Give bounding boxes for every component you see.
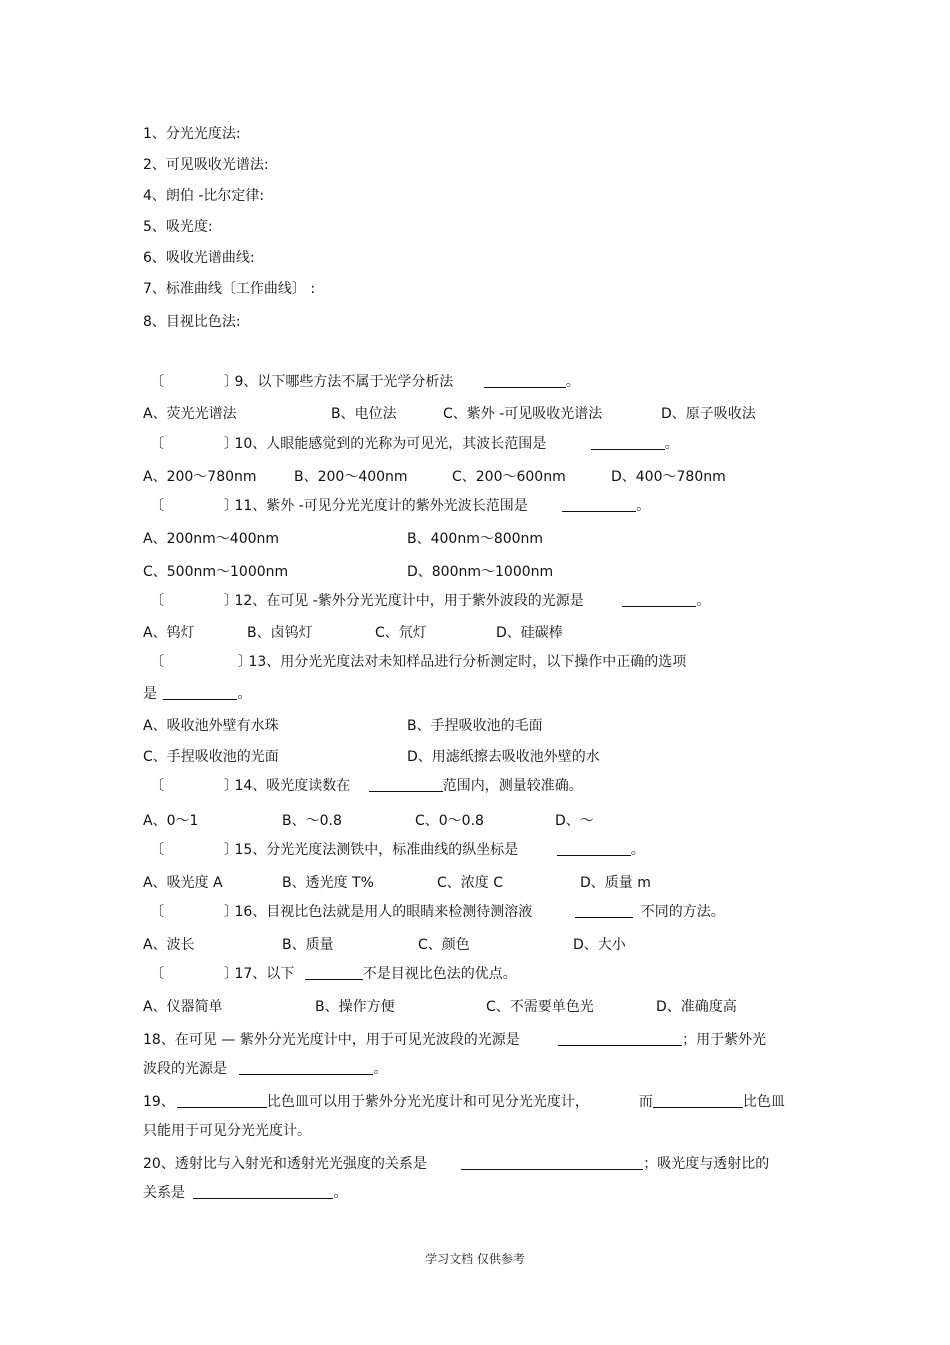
answer-bracket[interactable]: 〔 〕 (150, 966, 238, 982)
answer-bracket[interactable]: 〔 〕 (150, 778, 238, 794)
option-c[interactable]: C、200～600nm (452, 469, 566, 485)
option-d[interactable]: D、硅碳棒 (496, 625, 563, 641)
answer-blank[interactable] (622, 592, 696, 607)
option-c[interactable]: C、浓度 C (437, 875, 504, 891)
answer-bracket[interactable]: 〔 〕 (150, 498, 238, 514)
definition-7: 7、标准曲线〔工作曲线〕 : (143, 281, 316, 297)
option-a[interactable]: A、0～1 (143, 813, 199, 829)
question-12: 〔 〕 12、在可见 -紫外分光光度计中，用于紫外波段的光源是 。 (150, 593, 711, 609)
question-17: 〔 〕 17、以下 不是目视比色法的优点。 (150, 966, 517, 982)
question-13 (150, 653, 686, 671)
option-b[interactable]: B、操作方便 (315, 999, 395, 1015)
answer-bracket[interactable]: 〔 〕 (150, 904, 238, 920)
option-b[interactable]: B、透光度 T% (282, 875, 374, 891)
option-a[interactable]: A、波长 (143, 937, 195, 953)
option-d[interactable]: D、准确度高 (656, 999, 737, 1015)
question-stem: 9、以下哪些方法不属于光学分析法 (234, 374, 454, 390)
question-19-cont: 只能用于可见分光光度计。 (143, 1123, 311, 1139)
option-a[interactable]: A、吸光度 A (143, 875, 223, 891)
answer-bracket[interactable]: 〔 〕 (150, 842, 238, 858)
page-footer: 学习文档 仅供参考 (425, 1252, 525, 1266)
option-a[interactable]: A、钨灯 (143, 625, 195, 641)
option-c[interactable]: C、不需要单色光 (486, 999, 594, 1015)
definition-6: 6、吸收光谱曲线: (143, 250, 255, 266)
question-15: 〔 〕 15、分光光度法测铁中，标准曲线的纵坐标是 。 (150, 842, 645, 858)
definition-8: 8、目视比色法: (143, 314, 241, 330)
answer-bracket[interactable]: 〔 〕 (150, 654, 252, 670)
answer-blank[interactable] (177, 1093, 267, 1108)
answer-blank[interactable] (653, 1093, 743, 1108)
option-d[interactable]: D、～ (555, 813, 594, 829)
question-9: 〔 〕 9、以下哪些方法不属于光学分析法 。 (150, 374, 580, 390)
option-c[interactable]: C、氘灯 (375, 625, 427, 641)
option-c[interactable]: C、颜色 (418, 937, 470, 953)
answer-blank[interactable] (461, 1155, 643, 1170)
answer-blank[interactable] (239, 1060, 373, 1075)
answer-blank[interactable] (193, 1184, 333, 1199)
definition-5: 5、吸光度: (143, 219, 213, 235)
answer-blank[interactable] (575, 903, 633, 918)
answer-bracket[interactable]: 〔 〕 (150, 436, 238, 452)
question-stem: 10、人眼能感觉到的光称为可见光，其波长范围是 (234, 436, 547, 452)
option-a[interactable]: A、仪器简单 (143, 999, 223, 1015)
answer-blank[interactable] (163, 685, 237, 700)
question-stem: 11、紫外 -可见分光光度计的紫外光波长范围是 (234, 498, 528, 514)
answer-blank[interactable] (591, 435, 665, 450)
question-stem: 15、分光光度法测铁中，标准曲线的纵坐标是 (234, 842, 519, 858)
answer-bracket[interactable]: 〔 〕 (150, 593, 238, 609)
option-d[interactable]: D、质量 m (580, 875, 651, 891)
answer-blank[interactable] (557, 841, 631, 856)
option-c[interactable]: C、手捏吸收池的光面 (143, 749, 279, 765)
option-c[interactable]: C、500nm～1000nm (143, 564, 289, 580)
answer-blank[interactable] (484, 373, 566, 388)
option-b[interactable]: B、电位法 (331, 406, 397, 422)
question-20: 20、透射比与入射光和透射光光强度的关系是 ；吸光度与透射比的 (143, 1156, 770, 1172)
option-a[interactable]: A、吸收池外壁有水珠 (143, 718, 279, 734)
option-d[interactable]: D、用滤纸擦去吸收池外壁的水 (407, 749, 600, 765)
answer-blank[interactable] (369, 777, 443, 792)
question-20-cont: 关系是 。 (143, 1185, 348, 1201)
question-stem: 16、目视比色法就是用人的眼睛来检测待测溶液 (234, 904, 533, 920)
option-d[interactable]: D、大小 (573, 937, 626, 953)
answer-blank[interactable] (305, 965, 363, 980)
option-b[interactable]: B、200～400nm (294, 469, 408, 485)
question-stem: 13、用分光光度法对未知样品进行分析测定时，以下操作中正确的选项 (248, 654, 687, 670)
option-c[interactable]: C、0～0.8 (415, 813, 484, 829)
question-stem: 17、以下 (234, 966, 295, 982)
option-a[interactable]: A、200nm～400nm (143, 531, 280, 547)
option-b[interactable]: B、手捏吸收池的毛面 (407, 718, 543, 734)
question-18-cont: 波段的光源是 。 (143, 1061, 388, 1077)
question-14: 〔 〕 14、吸光度读数在 范围内，测量较准确。 (150, 778, 583, 794)
answer-blank[interactable] (562, 497, 636, 512)
option-a[interactable]: A、200～780nm (143, 469, 257, 485)
option-d[interactable]: D、原子吸收法 (661, 406, 756, 422)
option-b[interactable]: B、400nm～800nm (407, 531, 544, 547)
option-c[interactable]: C、紫外 -可见吸收光谱法 (443, 406, 603, 422)
question-13-cont: 是 。 (143, 686, 252, 702)
definition-4: 4、朗伯 -比尔定律: (143, 188, 265, 204)
question-19: 19、 比色皿可以用于紫外分光光度计和可见分光光度计， 而 比色皿 (143, 1094, 785, 1110)
option-b[interactable]: B、质量 (282, 937, 334, 953)
definition-1: 1、分光光度法: (143, 126, 241, 142)
option-b[interactable]: B、卤钨灯 (247, 625, 313, 641)
question-11: 〔 〕 11、紫外 -可见分光光度计的紫外光波长范围是 。 (150, 498, 651, 514)
answer-blank[interactable] (558, 1031, 682, 1046)
answer-bracket[interactable]: 〔 〕 (150, 374, 238, 390)
question-stem: 12、在可见 -紫外分光光度计中，用于紫外波段的光源是 (234, 593, 584, 609)
option-d[interactable]: D、400～780nm (611, 469, 726, 485)
option-d[interactable]: D、800nm～1000nm (407, 564, 554, 580)
question-stem: 14、吸光度读数在 (234, 778, 351, 794)
definition-2: 2、可见吸收光谱法: (143, 157, 269, 173)
option-b[interactable]: B、～0.8 (282, 813, 342, 829)
question-16: 〔 〕 16、目视比色法就是用人的眼睛来检测待测溶液 不同的方法。 (150, 904, 725, 920)
question-18: 18、在可见 — 紫外分光光度计中，用于可见光波段的光源是 ；用于紫外光 (143, 1032, 767, 1048)
question-10: 〔 〕 10、人眼能感觉到的光称为可见光，其波长范围是 。 (150, 436, 679, 452)
option-a[interactable]: A、荧光光谱法 (143, 406, 237, 422)
